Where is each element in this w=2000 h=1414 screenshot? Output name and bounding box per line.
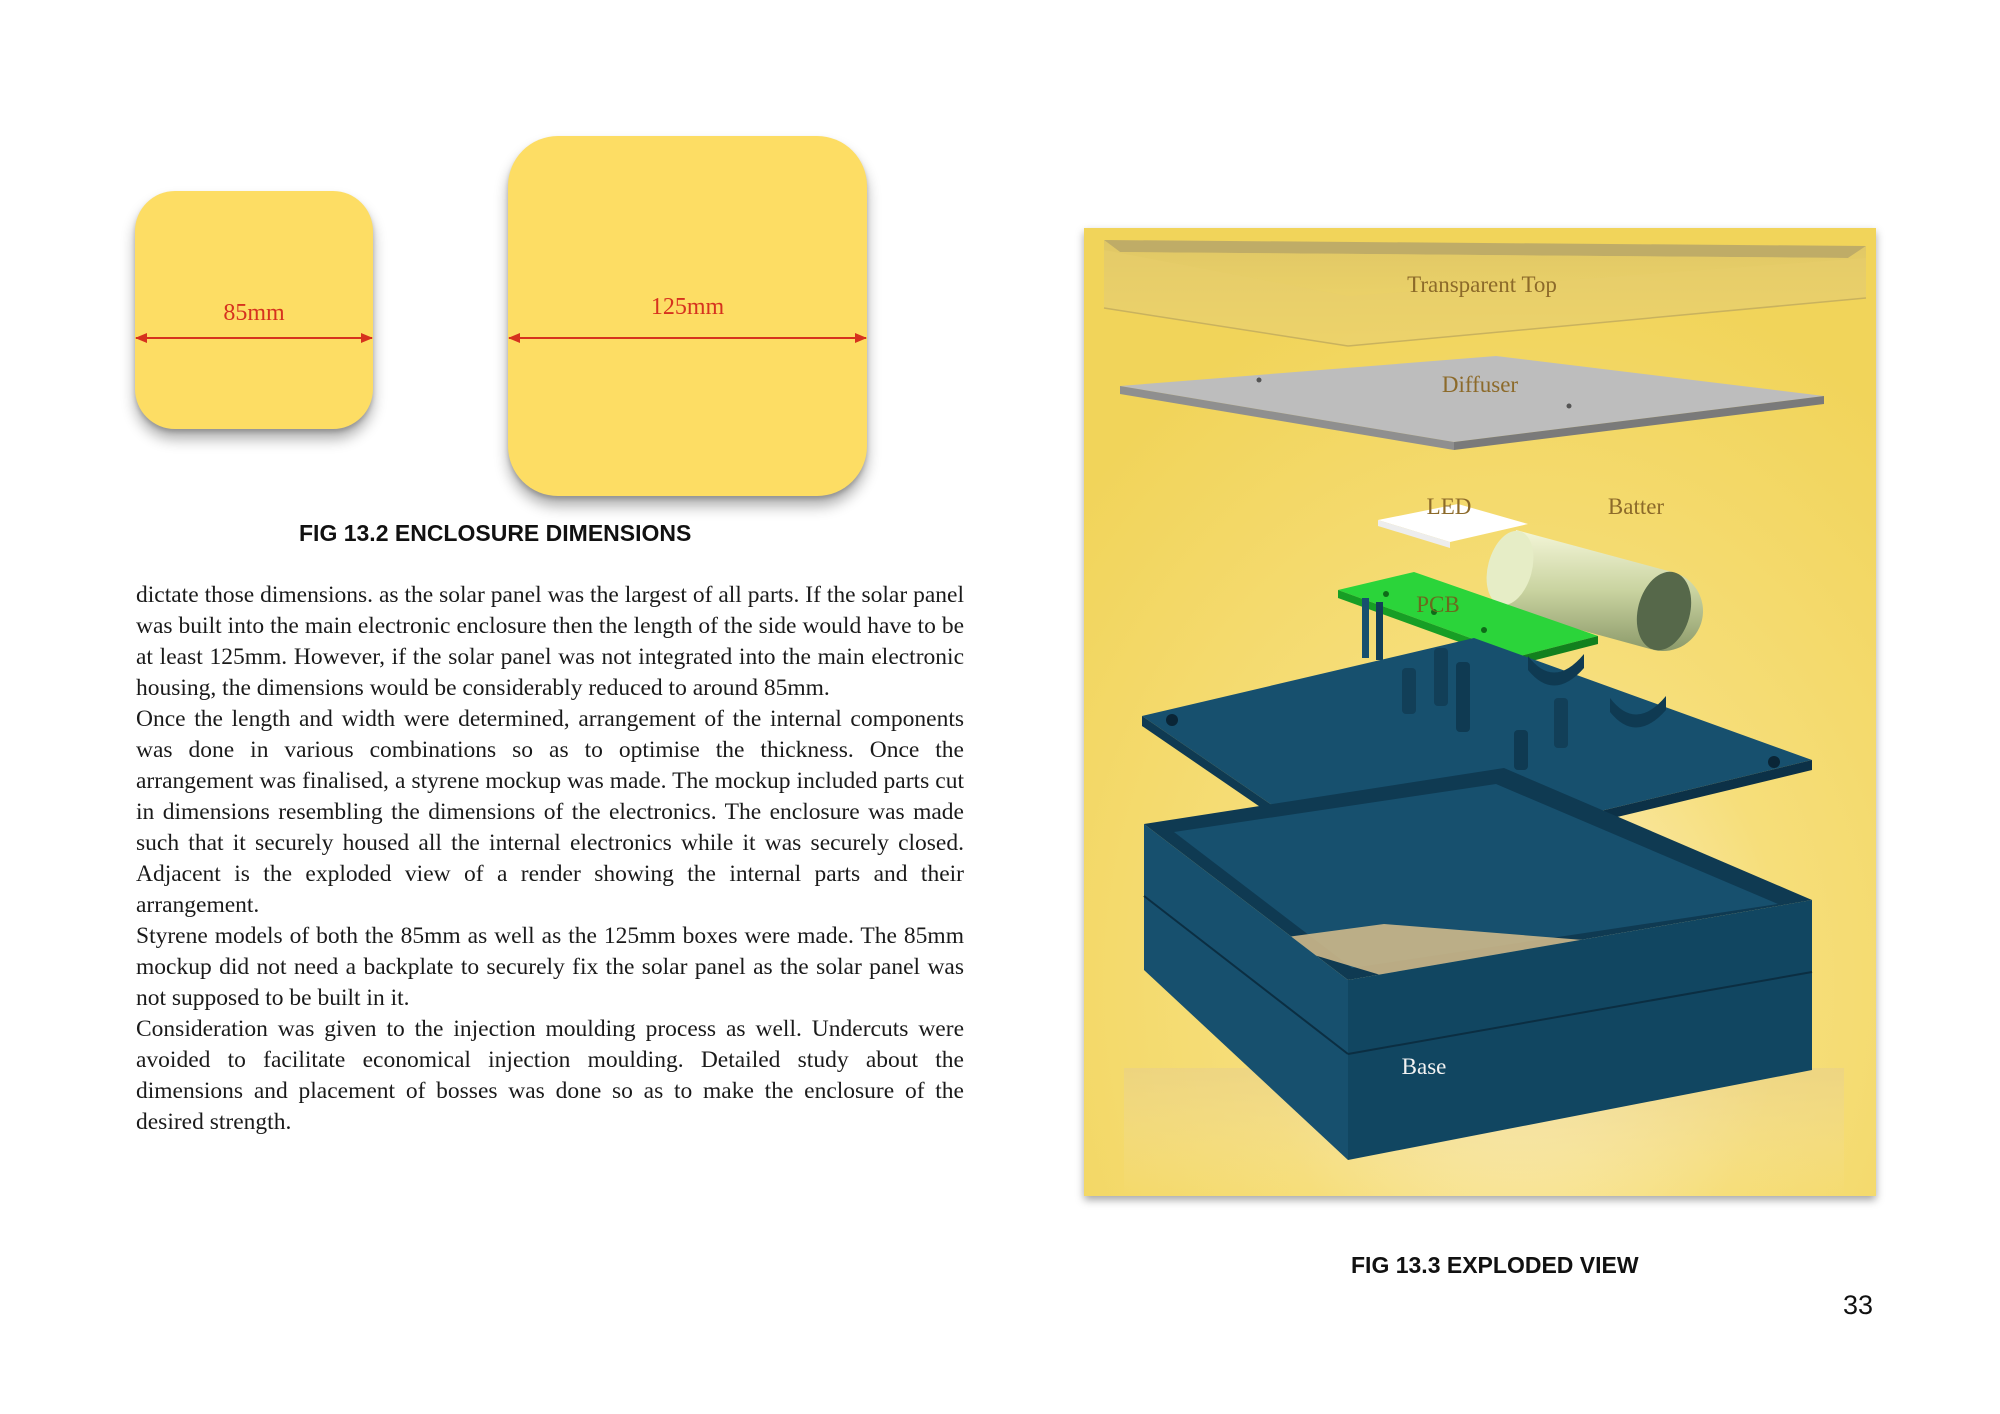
page-number: 33 (1843, 1290, 1874, 1320)
exploded-view-render (1084, 228, 1876, 1196)
label-diffuser: Diffuser (1441, 372, 1519, 397)
label-battery: Batter (1607, 494, 1665, 519)
paragraph: Styrene models of both the 85mm as well as the 125mm boxes were made. The 85mm mockup did not need a backplate to securely fix the solar panel as the solar panel was not supposed to be built in it. (136, 923, 964, 1011)
label-led: LED (1426, 494, 1472, 519)
figure-caption-exploded-view: FIG 13.3 EXPLODED VIEW (1351, 1252, 1639, 1278)
paragraph: Consideration was given to the injection moulding process as well. Undercuts were avoided to facilitate economical injection moulding. Detailed study about the dimensions and placement of bosses was done so as to make the enclosure of the desired strength. (136, 1016, 964, 1135)
paragraph: dictate those dimensions. as the solar panel was the largest of all parts. If the solar panel was built into the main electronic enclosure then the length of the side would have to be at least 125mm. However, if the solar panel was not integrated into the main electronic housing, the dimensions would be considerably reduced to around 85mm. (136, 582, 964, 701)
body-text (136, 580, 964, 1138)
dimension-label-125mm: 125mm (650, 294, 725, 320)
label-pcb: PCB (1416, 592, 1460, 617)
paragraph: Once the length and width were determined, arrangement of the internal components was done in various combinations so as to optimise the thickness. Once the arrangement was finalised, a styrene mockup was made. The mockup included parts cut in dimensions resembling the dimensions of the electronics. The enclosure was made such that it securely housed all the internal electronics while it was securely closed. Adjacent is the exploded view of a render showing the internal parts and their arrangement. (136, 706, 964, 918)
label-base: Base (1401, 1054, 1447, 1079)
label-transparent-top: Transparent Top (1407, 272, 1557, 297)
dimension-label-85mm: 85mm (223, 300, 285, 326)
figure-caption-dimensions: FIG 13.2 ENCLOSURE DIMENSIONS (299, 520, 692, 546)
